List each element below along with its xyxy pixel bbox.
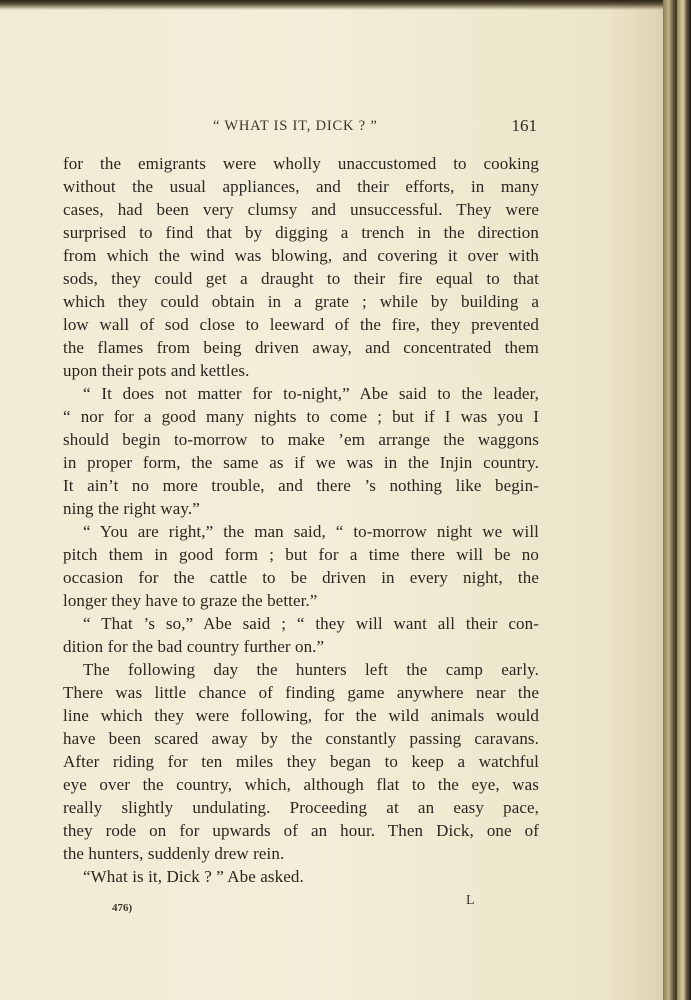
- text-line: ning the right way.”: [63, 499, 200, 518]
- text-line: “What is it, Dick ? ” Abe asked.: [83, 867, 304, 886]
- text-line: cases, had been very clumsy and unsuccessful. They were: [63, 200, 539, 219]
- text-line: It ain’t no more trouble, and there ’s nothing like begin-: [63, 476, 539, 495]
- text-line: dition for the bad country further on.”: [63, 637, 325, 656]
- printer-signature-mark: 476): [112, 902, 133, 914]
- spine-fold-line: [675, 0, 677, 1000]
- text-line: line which they were following, for the wild animals would: [63, 706, 539, 725]
- text-line: longer they have to graze the better.”: [63, 591, 318, 610]
- running-title: “ WHAT IS IT, DICK ? ”: [213, 118, 378, 134]
- page-number: 161: [511, 116, 537, 135]
- text-line: from which the wind was blowing, and covering it over with: [63, 246, 539, 265]
- text-line: sods, they could get a draught to their fire equal to that: [63, 269, 539, 288]
- text-line: the hunters, suddenly drew rein.: [63, 844, 285, 863]
- text-line: the flames from being driven away, and concentrated them: [63, 338, 539, 357]
- running-header: [63, 116, 539, 138]
- text-line: which they could obtain in a grate ; while by building a: [63, 292, 539, 311]
- gathering-letter: L: [466, 893, 475, 908]
- text-line: for the emigrants were wholly unaccustomed to cooking: [63, 154, 539, 173]
- text-line: should begin to-morrow to make ’em arrange the waggons: [63, 430, 539, 449]
- text-line: “ nor for a good many nights to come ; but if I was you I: [63, 407, 539, 426]
- text-line: have been scared away by the constantly passing caravans.: [63, 729, 539, 748]
- text-line: upon their pots and kettles.: [63, 361, 250, 380]
- text-line: pitch them in good form ; but for a time there will be no: [63, 545, 539, 564]
- body-text: [63, 152, 539, 888]
- text-line: in proper form, the same as if we was in the Injin country.: [63, 453, 539, 472]
- text-line: they rode on for upwards of an hour. Then Dick, one of: [63, 821, 539, 840]
- text-line: The following day the hunters left the camp early.: [83, 660, 539, 679]
- text-line: “ You are right,” the man said, “ to-morrow night we will: [83, 522, 539, 541]
- text-line: occasion for the cattle to be driven in every night, the: [63, 568, 539, 587]
- text-line: low wall of sod close to leeward of the fire, they prevented: [63, 315, 539, 334]
- text-line: There was little chance of finding game anywhere near the: [63, 683, 539, 702]
- text-line: without the usual appliances, and their efforts, in many: [63, 177, 539, 196]
- text-line: “ It does not matter for to-night,” Abe said to the leader,: [83, 384, 539, 403]
- text-line: really slightly undulating. Proceeding at an easy pace,: [63, 798, 539, 817]
- text-line: “ That ’s so,” Abe said ; “ they will want all their con-: [83, 614, 539, 633]
- text-line: After riding for ten miles they began to keep a watchful: [63, 752, 539, 771]
- top-edge-shadow: [0, 0, 691, 10]
- text-line: eye over the country, which, although flat to the eye, was: [63, 775, 539, 794]
- book-spine-edge: [663, 0, 691, 1000]
- text-line: surprised to find that by digging a trench in the direction: [63, 223, 539, 242]
